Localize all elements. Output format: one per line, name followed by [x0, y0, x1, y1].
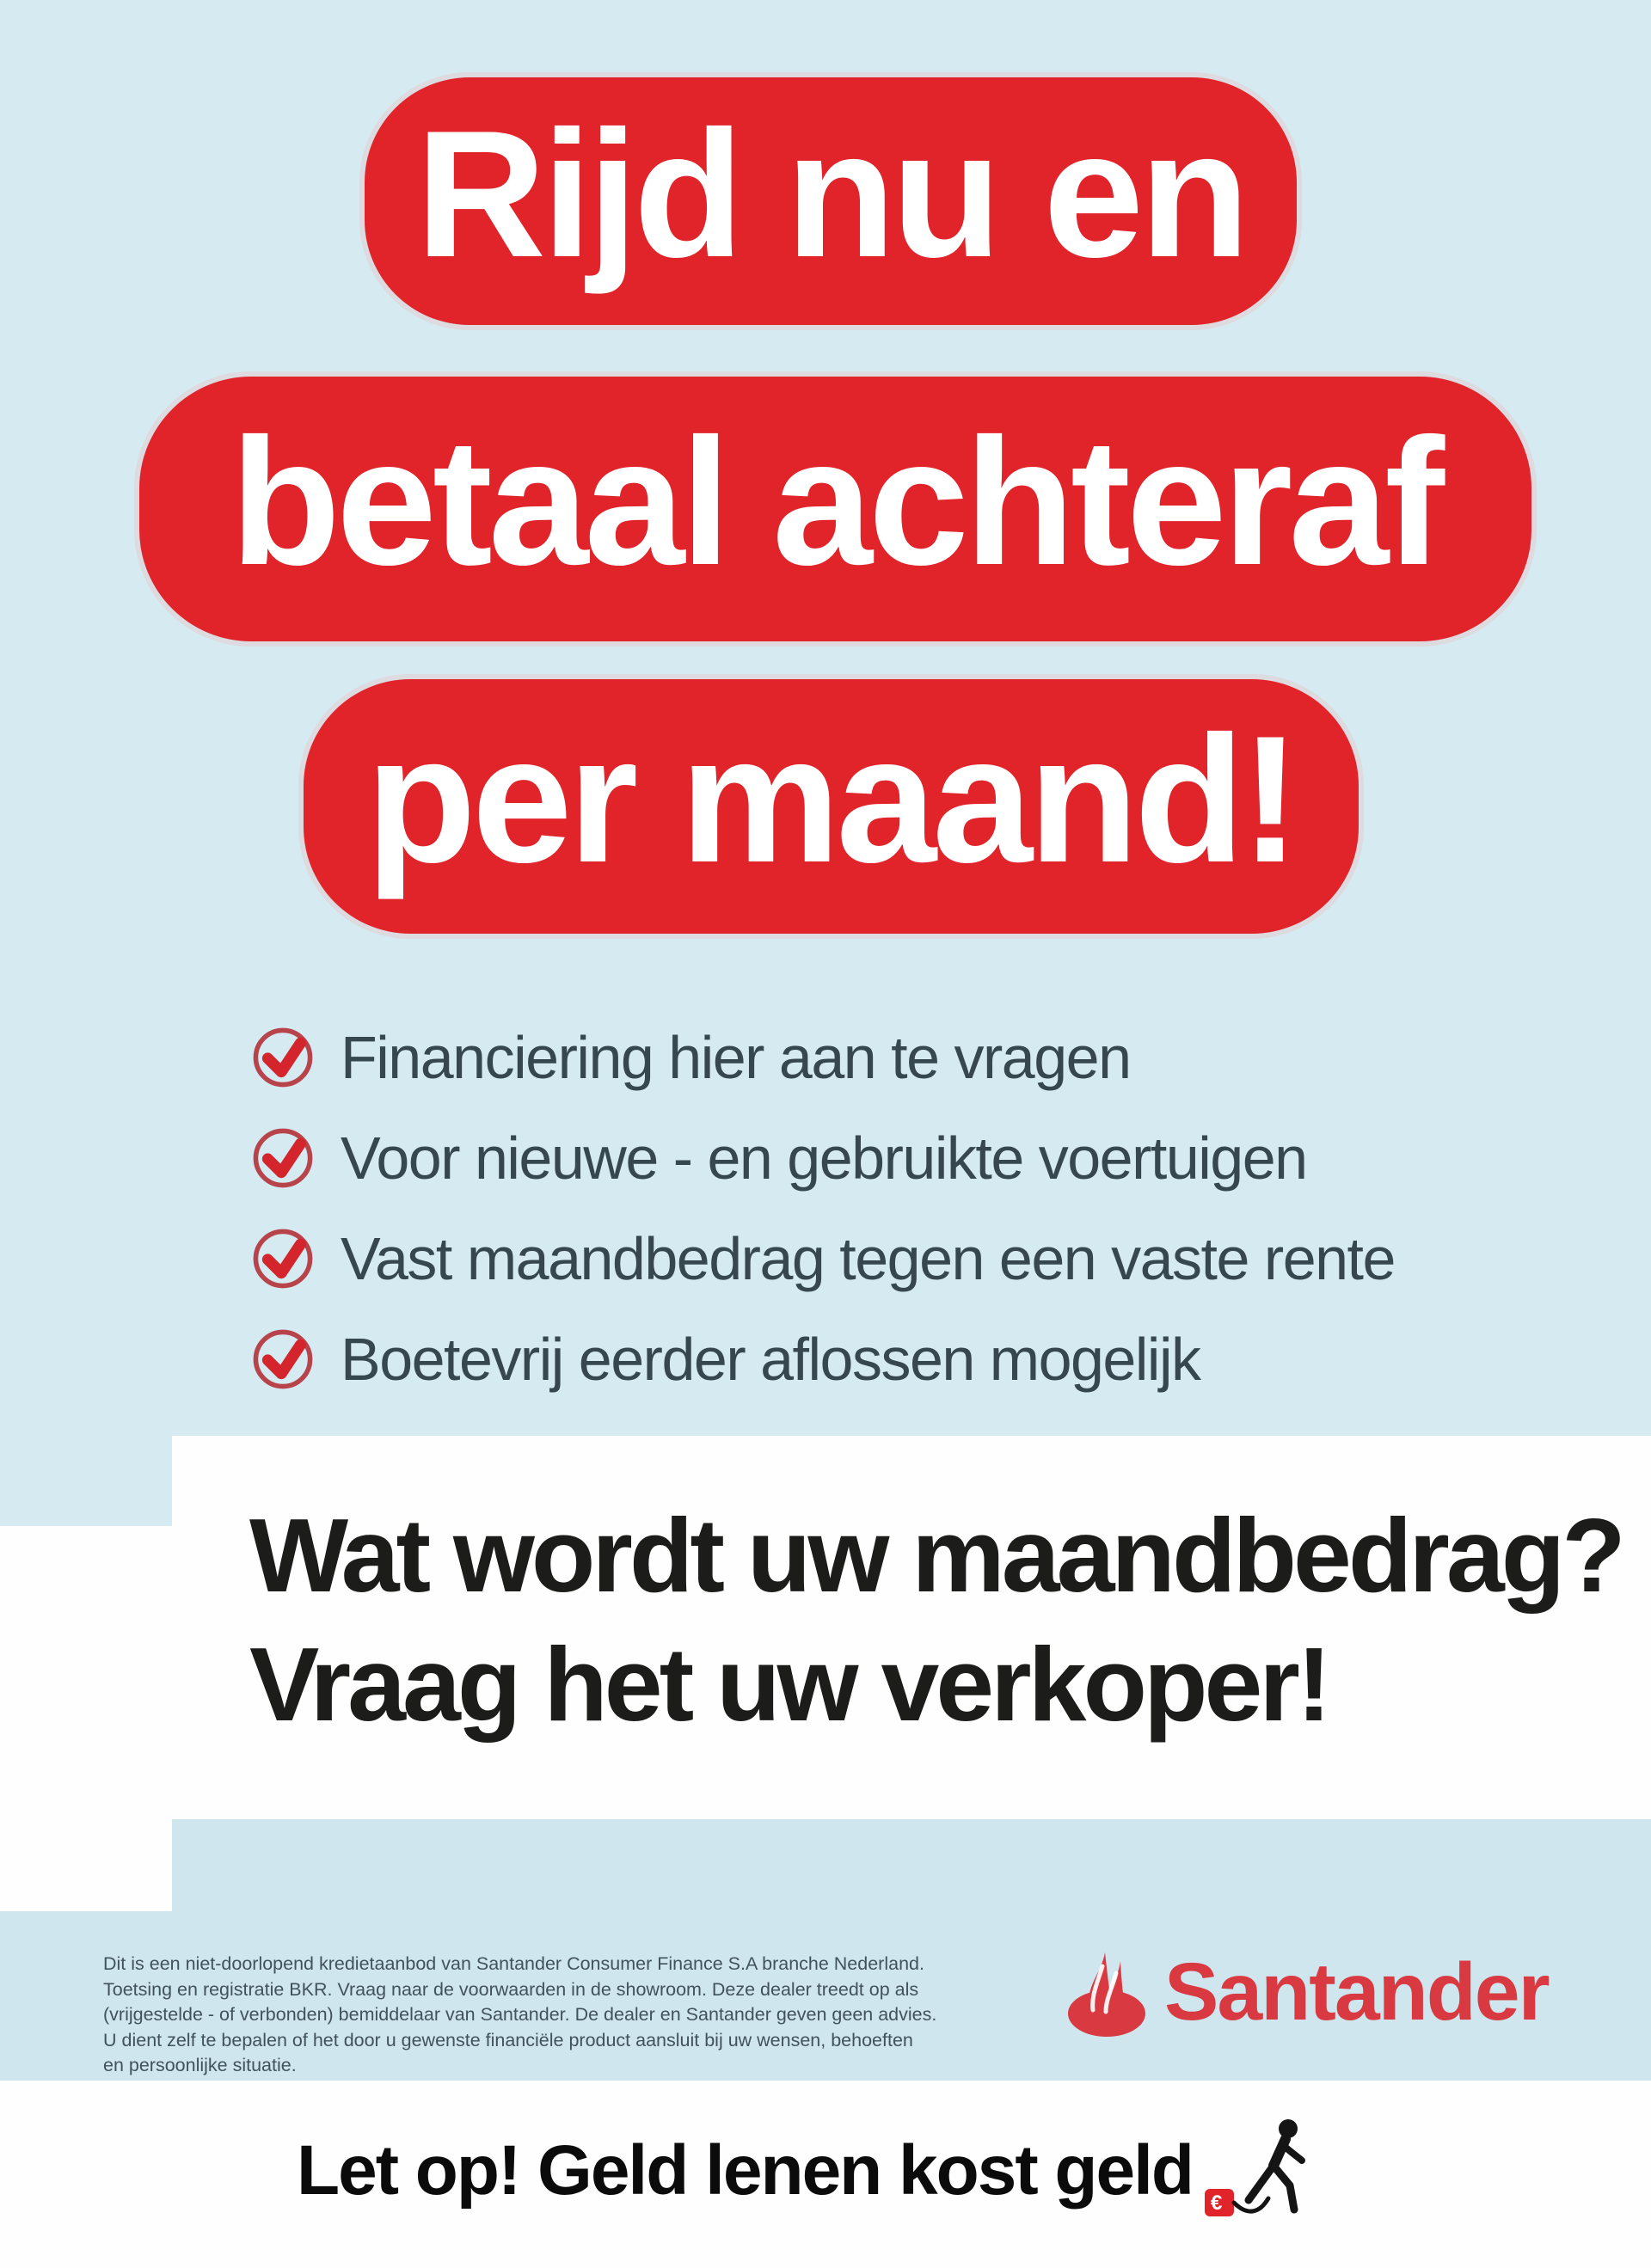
santander-logo — [1066, 1947, 1549, 2038]
benefit-label: Financiering hier aan te vragen — [341, 1024, 1131, 1091]
headline-pill-3-text: per maand! — [365, 698, 1297, 900]
benefit-label: Boetevrij eerder aflossen mogelijk — [341, 1326, 1200, 1393]
ball-and-chain-walker-icon — [1201, 2117, 1330, 2224]
checkmark-icon — [249, 1326, 316, 1393]
benefit-label: Vast maandbedrag tegen een vaste rente — [341, 1225, 1395, 1292]
benefits-list — [249, 1024, 1395, 1426]
headline-pill-2-text: betaal achteraf — [230, 401, 1441, 603]
credit-warning — [297, 2117, 1330, 2225]
promo-line-1: Wat wordt uw maandbedrag? — [249, 1497, 1623, 1614]
credit-warning-text: Let op! Geld lenen kost geld — [297, 2131, 1193, 2210]
headline-pill-1-text: Rijd nu en — [415, 93, 1246, 295]
white-band-left — [0, 1526, 172, 1911]
benefit-label: Voor nieuwe - en gebruikte voertuigen — [341, 1125, 1307, 1192]
disclaimer-text — [103, 1952, 936, 2079]
santander-flame-icon — [1066, 1947, 1152, 2038]
headline-pill-3 — [304, 679, 1359, 934]
list-item — [249, 1024, 1395, 1091]
list-item — [249, 1125, 1395, 1192]
headline-pill-2 — [139, 377, 1531, 641]
disclaimer-line: en persoonlijke situatie. — [103, 2055, 297, 2076]
disclaimer-line: U dient zelf te bepalen of het door u gewenste financiële product aansluit bij uw wensen, behoeften — [103, 2029, 913, 2050]
promo-line-2: Vraag het uw verkoper! — [249, 1626, 1329, 1743]
disclaimer-line: (vrijgestelde - of verbonden) bemiddelaar van Santander. De dealer en Santander geven geen advies. — [103, 2004, 937, 2026]
checkmark-icon — [249, 1125, 316, 1192]
santander-wordmark: Santander — [1164, 1946, 1549, 2038]
checkmark-icon — [249, 1225, 316, 1292]
promo-headline — [249, 1491, 1623, 1749]
disclaimer-line: Dit is een niet-doorlopend kredietaanbod van Santander Consumer Finance S.A branche Nederland. — [103, 1953, 924, 1974]
headline-pill-1 — [365, 77, 1297, 325]
checkmark-icon — [249, 1024, 316, 1091]
disclaimer-line: Toetsing en registratie BKR. Vraag naar de voorwaarden in de showroom. Deze dealer treedt op als — [103, 1978, 919, 2000]
euro-symbol: € — [1211, 2191, 1223, 2215]
list-item — [249, 1225, 1395, 1292]
list-item — [249, 1326, 1395, 1393]
